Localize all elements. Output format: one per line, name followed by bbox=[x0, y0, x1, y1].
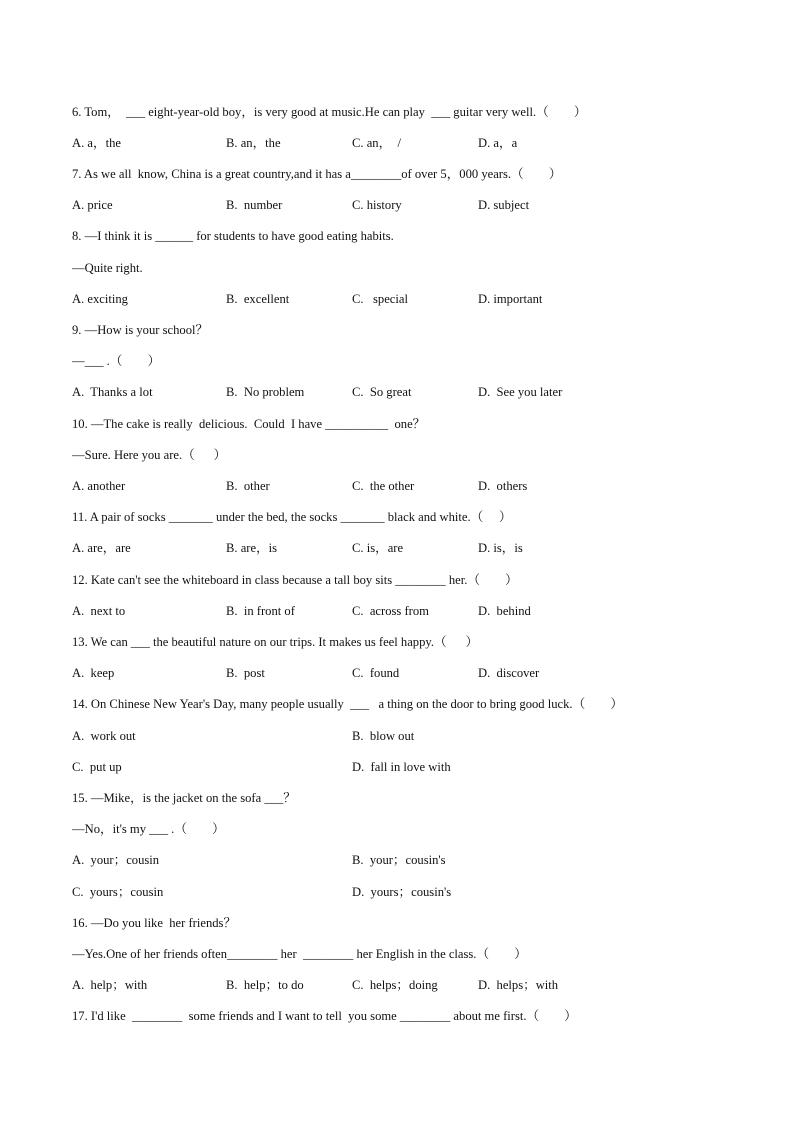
question-9-reply: —___ .（ ） bbox=[72, 354, 161, 368]
question-15-option-b[interactable]: B. your；cousin's bbox=[352, 853, 446, 867]
question-9-option-a[interactable]: A. Thanks a lot bbox=[72, 385, 153, 399]
question-11-option-d[interactable]: D. is，is bbox=[478, 541, 523, 555]
question-12-option-b[interactable]: B. in front of bbox=[226, 604, 295, 618]
question-8-option-a[interactable]: A. exciting bbox=[72, 292, 128, 306]
question-6-option-c[interactable]: C. an， / bbox=[352, 136, 401, 150]
question-6-stem: 6. Tom， ___ eight-year-old boy，is very good at music.He can play ___ guitar very well.（ ） bbox=[72, 105, 587, 119]
question-9-option-b[interactable]: B. No problem bbox=[226, 385, 305, 399]
question-13-option-d[interactable]: D. discover bbox=[478, 666, 540, 680]
question-10-option-a[interactable]: A. another bbox=[72, 479, 126, 493]
question-11-stem: 11. A pair of socks _______ under the bed, the socks _______ black and white.（ ） bbox=[72, 510, 512, 524]
question-16-reply: —Yes.One of her friends often________ her ________ her English in the class.（ ） bbox=[72, 947, 527, 961]
question-13-stem: 13. We can ___ the beautiful nature on our trips. It makes us feel happy.（ ） bbox=[72, 635, 479, 649]
question-15-option-c[interactable]: C. yours；cousin bbox=[72, 885, 164, 899]
question-13-option-c[interactable]: C. found bbox=[352, 666, 400, 680]
question-6-option-b[interactable]: B. an，the bbox=[226, 136, 281, 150]
question-10-option-d[interactable]: D. others bbox=[478, 479, 528, 493]
question-13-option-a[interactable]: A. keep bbox=[72, 666, 115, 680]
question-6-option-d[interactable]: D. a，a bbox=[478, 136, 518, 150]
question-11-option-c[interactable]: C. is，are bbox=[352, 541, 404, 555]
question-16-option-d[interactable]: D. helps；with bbox=[478, 978, 559, 992]
question-17-stem: 17. I'd like ________ some friends and I want to tell you some ________ about me first.（ ） bbox=[72, 1009, 577, 1023]
question-12-option-a[interactable]: A. next to bbox=[72, 604, 126, 618]
question-7-option-d[interactable]: D. subject bbox=[478, 198, 530, 212]
question-9-option-c[interactable]: C. So great bbox=[352, 385, 412, 399]
question-7-stem: 7. As we all know, China is a great country,and it has a________of over 5，000 years.（ ） bbox=[72, 167, 562, 181]
question-13-option-b[interactable]: B. post bbox=[226, 666, 265, 680]
question-11-option-b[interactable]: B. are，is bbox=[226, 541, 278, 555]
question-15-reply: —No，it's my ___ .（ ） bbox=[72, 822, 225, 836]
question-16-option-b[interactable]: B. help；to do bbox=[226, 978, 304, 992]
question-8-stem: 8. —I think it is ______ for students to have good eating habits. bbox=[72, 229, 394, 243]
question-6-option-a[interactable]: A. a，the bbox=[72, 136, 121, 150]
question-8-reply: —Quite right. bbox=[72, 261, 143, 275]
question-14-option-c[interactable]: C. put up bbox=[72, 760, 122, 774]
question-9-stem: 9. —How is your school？ bbox=[72, 323, 209, 337]
question-8-option-c[interactable]: C. special bbox=[352, 292, 408, 306]
question-7-option-b[interactable]: B. number bbox=[226, 198, 283, 212]
question-9-option-d[interactable]: D. See you later bbox=[478, 385, 563, 399]
question-15-stem: 15. —Mike，is the jacket on the sofa ___？ bbox=[72, 791, 296, 805]
question-8-option-b[interactable]: B. excellent bbox=[226, 292, 290, 306]
question-8-option-d[interactable]: D. important bbox=[478, 292, 543, 306]
question-10-option-c[interactable]: C. the other bbox=[352, 479, 415, 493]
question-7-option-a[interactable]: A. price bbox=[72, 198, 113, 212]
question-12-option-d[interactable]: D. behind bbox=[478, 604, 531, 618]
question-12-stem: 12. Kate can't see the whiteboard in class because a tall boy sits ________ her.（ ） bbox=[72, 573, 518, 587]
question-14-option-d[interactable]: D. fall in love with bbox=[352, 760, 451, 774]
question-10-option-b[interactable]: B. other bbox=[226, 479, 270, 493]
question-10-stem: 10. —The cake is really delicious. Could I have __________ one？ bbox=[72, 417, 426, 431]
question-15-option-d[interactable]: D. yours；cousin's bbox=[352, 885, 452, 899]
question-11-option-a[interactable]: A. are，are bbox=[72, 541, 131, 555]
question-14-option-b[interactable]: B. blow out bbox=[352, 729, 415, 743]
question-16-option-a[interactable]: A. help；with bbox=[72, 978, 148, 992]
question-16-option-c[interactable]: C. helps；doing bbox=[352, 978, 438, 992]
question-14-option-a[interactable]: A. work out bbox=[72, 729, 136, 743]
question-15-option-a[interactable]: A. your；cousin bbox=[72, 853, 160, 867]
question-10-reply: —Sure. Here you are.（ ） bbox=[72, 448, 227, 462]
question-14-stem: 14. On Chinese New Year's Day, many people usually ___ a thing on the door to bring good luck.（ ） bbox=[72, 697, 623, 711]
question-16-stem: 16. —Do you like her friends？ bbox=[72, 916, 237, 930]
question-12-option-c[interactable]: C. across from bbox=[352, 604, 429, 618]
question-7-option-c[interactable]: C. history bbox=[352, 198, 402, 212]
